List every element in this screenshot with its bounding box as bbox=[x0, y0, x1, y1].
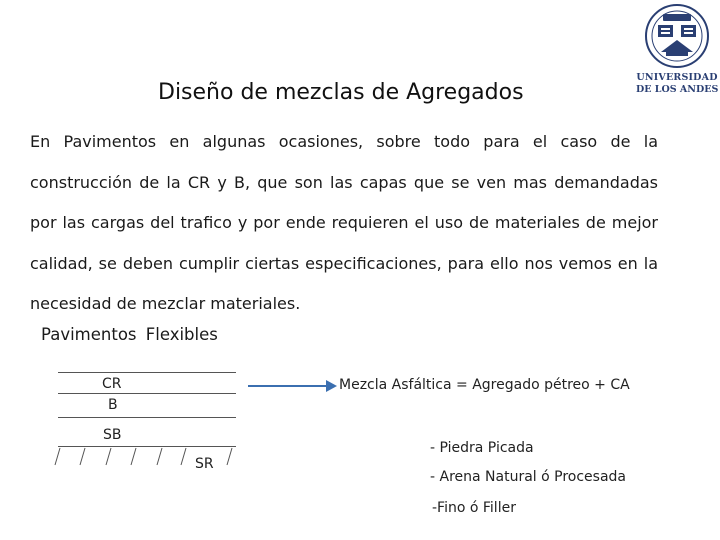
section-subtitle: Pavimentos Flexibles bbox=[41, 325, 218, 344]
university-logo bbox=[636, 2, 718, 98]
layer-label-sr: SR bbox=[195, 456, 214, 472]
arrow-right-icon bbox=[248, 376, 338, 396]
layer-line-cr-b bbox=[58, 393, 236, 394]
aggregate-item-3: -Fino ó Filler bbox=[432, 500, 516, 516]
body-paragraph: En Pavimentos en algunas ocasiones, sobre todo para el caso de la construcción de la CR y B, que son las capas que se ven mas demandadas por las cargas del trafico y por ende requieren el uso de materiales de mejor calidad, se deben cumplir ciertas especificaciones, para ello nos vemos en la necesidad de mezclar materiales. bbox=[30, 132, 658, 313]
logo-line-1: UNIVERSIDAD bbox=[636, 72, 718, 83]
aggregate-item-1: - Piedra Picada bbox=[430, 440, 534, 456]
layer-line-top bbox=[58, 372, 236, 373]
slide-title: Diseño de mezclas de Agregados bbox=[158, 80, 524, 105]
layer-label-sb: SB bbox=[103, 427, 122, 443]
layer-line-b-sb bbox=[58, 417, 236, 418]
layer-label-b: B bbox=[108, 397, 118, 413]
layer-label-cr: CR bbox=[102, 376, 122, 392]
logo-line-2: DE LOS ANDES bbox=[636, 84, 719, 95]
subgrade-hatch-icon bbox=[50, 446, 240, 468]
aggregate-item-2: - Arena Natural ó Procesada bbox=[430, 469, 627, 485]
university-crest-icon bbox=[636, 2, 718, 72]
mix-equation: Mezcla Asfáltica = Agregado pétreo + CA bbox=[339, 377, 630, 393]
